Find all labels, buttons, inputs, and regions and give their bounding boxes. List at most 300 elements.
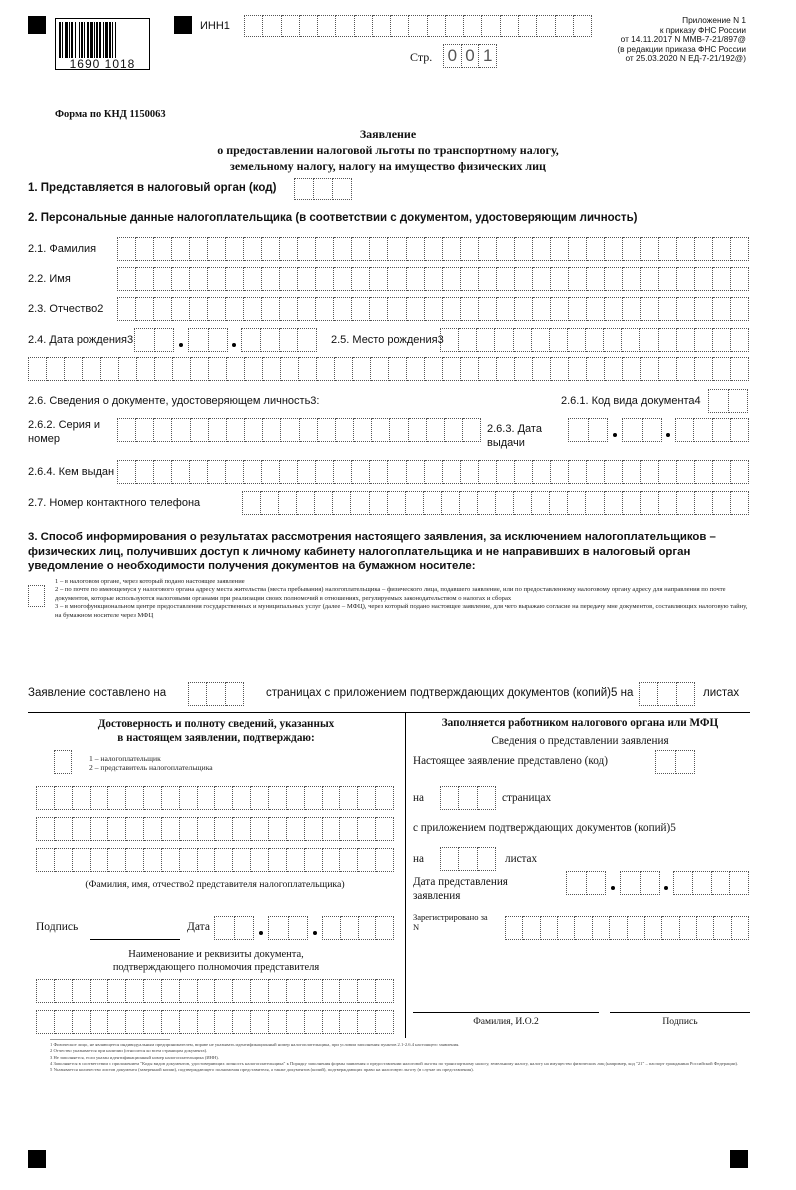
input-cell: [298, 460, 316, 484]
input-cell: [287, 979, 305, 1003]
document-title: [150, 126, 626, 174]
input-cell: [334, 267, 352, 291]
input-cell: [659, 491, 677, 515]
input-cell: [55, 979, 73, 1003]
input-cell: [358, 848, 376, 872]
input-cell: [568, 418, 589, 442]
input-cell: [680, 916, 697, 940]
barcode-bar: [105, 22, 108, 58]
input-cell: [464, 15, 482, 37]
input-cell: [341, 916, 359, 940]
birth-month-field[interactable]: [188, 328, 228, 352]
input-cell: [297, 491, 315, 515]
input-cell: [154, 237, 172, 261]
submitted-month-field[interactable]: [620, 871, 660, 895]
input-cell: [713, 237, 731, 261]
input-cell: [208, 267, 226, 291]
input-cell: [154, 297, 172, 321]
on-label-2: на: [413, 853, 424, 865]
input-cell: [659, 460, 677, 484]
barcode-bar: [115, 22, 116, 58]
input-cell: [391, 15, 409, 37]
pages-line-middle: страницах с приложением подтверждающих документов (копий)5 на: [266, 687, 634, 699]
series-number-field[interactable]: [117, 418, 481, 442]
input-cell: [388, 237, 406, 261]
input-cell: [268, 916, 289, 940]
input-cell: [407, 297, 425, 321]
authority-doc-caption: Наименование и реквизиты документа, подтверждающего полномочия представителя: [112, 949, 320, 973]
signer-type-options: [89, 754, 213, 772]
date-separator: [666, 433, 670, 437]
input-cell: [136, 418, 154, 442]
input-cell: [36, 817, 55, 841]
input-cell: [261, 491, 279, 515]
appendix-line: от 25.03.2020 N ЕД-7-21/192@): [625, 53, 746, 64]
input-cell: [180, 979, 198, 1003]
input-cell: [263, 15, 281, 37]
input-cell: [251, 848, 269, 872]
input-cell: [282, 15, 300, 37]
birth-day-field[interactable]: [134, 328, 174, 352]
input-cell: [673, 871, 693, 895]
input-cell: [532, 328, 550, 352]
representative-name-field-3[interactable]: [36, 848, 394, 872]
signer-option: 2 – представитель налогоплательщика: [89, 763, 213, 772]
footnote: 3 Не заполняется, если указан идентификационный номер налогоплательщика (ИНН).: [50, 1054, 219, 1060]
input-cell: [262, 267, 280, 291]
issue-month-field[interactable]: [622, 418, 662, 442]
input-cell: [479, 237, 497, 261]
title-line: Заявление: [359, 127, 417, 141]
input-cell: [126, 1010, 144, 1034]
input-cell: [262, 460, 280, 484]
input-cell: [533, 460, 551, 484]
pages-line-prefix: Заявление составлено на: [28, 687, 167, 699]
input-cell: [641, 357, 659, 381]
footnotes-divider: [50, 1039, 170, 1040]
input-cell: [406, 491, 424, 515]
input-cell: [713, 267, 731, 291]
input-cell: [714, 916, 731, 940]
staff-pages-field[interactable]: [440, 786, 496, 810]
barcode: [55, 18, 150, 70]
input-cell: [91, 817, 109, 841]
input-cell: [235, 916, 255, 940]
input-cell: [172, 418, 190, 442]
footnote: 5 Указывается количество листов документа (заверенной копии), подтверждающего полномочия представителя, а также документов (копий), подтверждающих право на налоговую льготу (в случае их представления).: [50, 1067, 474, 1073]
input-cell: [479, 297, 497, 321]
input-cell: [336, 15, 354, 37]
inform-method-checkbox[interactable]: [28, 585, 45, 607]
appendix-line: (в редакции приказа ФНС России: [617, 43, 746, 54]
doc-info-label: 2.6. Сведения о документе, удостоверяющем личность3:: [28, 395, 320, 407]
input-cell: [655, 750, 676, 774]
input-cell: [425, 237, 443, 261]
input-cell: [318, 418, 336, 442]
surname-label: 2.1. Фамилия: [28, 243, 97, 255]
input-cell: [427, 418, 445, 442]
submitted-code-field[interactable]: [655, 750, 695, 774]
input-cell: [209, 328, 229, 352]
issued-by-label: 2.6.4. Кем выдан: [28, 466, 115, 478]
input-cell: [352, 460, 370, 484]
input-cell: [340, 1010, 358, 1034]
page-digit: 0: [462, 44, 480, 68]
input-cell: [523, 916, 540, 940]
signature-line[interactable]: [90, 939, 180, 940]
input-cell: [662, 916, 679, 940]
input-cell: [73, 1010, 91, 1034]
input-cell: [251, 817, 269, 841]
signer-type-checkbox[interactable]: [54, 750, 72, 774]
input-cell: [108, 979, 126, 1003]
issued-by-field[interactable]: [117, 460, 749, 484]
input-cell: [495, 328, 513, 352]
input-cell: [191, 418, 209, 442]
input-cell: [532, 491, 550, 515]
input-cell: [729, 389, 749, 413]
input-cell: [461, 460, 479, 484]
authority-doc-field-1[interactable]: [36, 979, 394, 1003]
input-cell: [443, 357, 461, 381]
input-cell: [340, 786, 358, 810]
input-cell: [54, 750, 72, 774]
birth-place-label: 2.5. Место рождения3: [331, 334, 444, 346]
input-cell: [676, 750, 696, 774]
input-cell: [496, 491, 514, 515]
input-cell: [372, 418, 390, 442]
input-cell: [198, 786, 216, 810]
input-cell: [440, 786, 459, 810]
input-cell: [537, 15, 555, 37]
block-divider-vertical: [405, 712, 406, 1038]
input-cell: [226, 297, 244, 321]
input-cell: [407, 460, 425, 484]
input-cell: [173, 357, 191, 381]
input-cell: [461, 297, 479, 321]
input-cell: [280, 267, 298, 291]
input-cell: [305, 979, 323, 1003]
title-line: земельному налогу, налогу на имущество физических лиц: [230, 159, 546, 173]
input-cell: [370, 267, 388, 291]
input-cell: [322, 916, 341, 940]
input-cell: [605, 267, 623, 291]
input-cell: [708, 389, 729, 413]
input-cell: [263, 357, 281, 381]
representative-name-field-2[interactable]: [36, 817, 394, 841]
page-label: Стр.: [410, 50, 433, 64]
input-cell: [136, 460, 154, 484]
input-cell: [298, 267, 316, 291]
input-cell: [208, 237, 226, 261]
corner-marker-top-left: [28, 16, 46, 34]
sign-month-field[interactable]: [268, 916, 308, 940]
input-cell: [482, 15, 500, 37]
input-cell: [641, 491, 659, 515]
date-separator: [179, 343, 183, 347]
input-cell: [101, 357, 119, 381]
input-cell: [550, 491, 568, 515]
input-cell: [279, 491, 297, 515]
barcode-bar: [112, 22, 113, 58]
input-cell: [713, 491, 731, 515]
input-cell: [589, 418, 609, 442]
surname-field[interactable]: [117, 237, 749, 261]
input-cell: [551, 237, 569, 261]
input-cell: [515, 297, 533, 321]
input-cell: [316, 237, 334, 261]
barcode-bar: [59, 22, 61, 58]
sheets-count-field[interactable]: [639, 682, 695, 706]
input-cell: [214, 916, 235, 940]
input-cell: [244, 460, 262, 484]
input-cell: [359, 916, 377, 940]
input-cell: [251, 1010, 269, 1034]
input-cell: [479, 460, 497, 484]
input-cell: [695, 237, 713, 261]
input-cell: [461, 357, 479, 381]
input-cell: [317, 357, 335, 381]
input-cell: [28, 585, 45, 607]
input-cell: [323, 1010, 341, 1034]
input-cell: [198, 979, 216, 1003]
input-cell: [390, 418, 408, 442]
input-cell: [191, 357, 209, 381]
sign-day-field[interactable]: [214, 916, 254, 940]
sign-year-field[interactable]: [322, 916, 394, 940]
input-cell: [604, 328, 622, 352]
input-cell: [172, 237, 190, 261]
fio-line[interactable]: [413, 1012, 599, 1013]
input-cell: [305, 1010, 323, 1034]
input-cell: [586, 491, 604, 515]
input-cell: [280, 297, 298, 321]
input-cell: [244, 267, 262, 291]
input-cell: [569, 460, 587, 484]
input-cell: [73, 817, 91, 841]
date-submitted-label: Дата представления заявления: [413, 876, 508, 902]
input-cell: [620, 871, 641, 895]
input-cell: [73, 786, 91, 810]
input-cell: [677, 237, 695, 261]
submitted-year-field[interactable]: [673, 871, 749, 895]
registered-label: Зарегистрировано за N: [413, 912, 488, 932]
input-cell: [623, 237, 641, 261]
input-cell: [180, 848, 198, 872]
staff-subheading: Сведения о представлении заявления: [491, 735, 669, 747]
birth-place-field[interactable]: [440, 328, 749, 352]
barcode-bar: [62, 22, 63, 58]
pages-count-field[interactable]: [188, 682, 244, 706]
staff-signature-line[interactable]: [610, 1012, 750, 1013]
input-cell: [334, 237, 352, 261]
input-cell: [497, 237, 515, 261]
input-cell: [460, 491, 478, 515]
input-cell: [409, 418, 427, 442]
input-cell: [443, 267, 461, 291]
input-cell: [730, 871, 749, 895]
input-cell: [566, 871, 587, 895]
input-cell: [162, 848, 180, 872]
input-cell: [478, 847, 496, 871]
inform-option: 1 – в налоговом органе, через который подано настоящее заявление: [55, 578, 245, 585]
input-cell: [335, 357, 353, 381]
input-cell: [269, 848, 287, 872]
input-cell: [515, 460, 533, 484]
input-cell: [269, 1010, 287, 1034]
input-cell: [623, 460, 641, 484]
input-cell: [352, 267, 370, 291]
input-cell: [622, 328, 640, 352]
input-cell: [244, 237, 262, 261]
input-cell: [353, 357, 371, 381]
issue-day-field[interactable]: [568, 418, 608, 442]
input-cell: [208, 297, 226, 321]
input-cell: [407, 357, 425, 381]
input-cell: [574, 15, 592, 37]
input-cell: [623, 357, 641, 381]
input-cell: [388, 267, 406, 291]
input-cell: [533, 297, 551, 321]
input-cell: [479, 357, 497, 381]
input-cell: [198, 1010, 216, 1034]
authority-doc-field-2[interactable]: [36, 1010, 394, 1034]
block-divider-horizontal: [28, 712, 750, 713]
input-cell: [305, 817, 323, 841]
phone-label: 2.7. Номер контактного телефона: [28, 497, 201, 509]
patronymic-field[interactable]: [117, 297, 749, 321]
issue-year-field[interactable]: [675, 418, 749, 442]
input-cell: [713, 328, 731, 352]
input-cell: [425, 460, 443, 484]
staff-heading: Заполняется работником налогового органа или МФЦ: [441, 717, 719, 729]
input-cell: [242, 491, 261, 515]
input-cell: [316, 460, 334, 484]
registration-number-field[interactable]: [505, 916, 749, 940]
input-cell: [269, 786, 287, 810]
input-cell: [226, 460, 244, 484]
input-cell: [519, 15, 537, 37]
input-cell: [190, 460, 208, 484]
input-cell: [478, 786, 496, 810]
input-cell: [587, 267, 605, 291]
input-cell: [376, 1010, 394, 1034]
staff-sheets-field[interactable]: [440, 847, 496, 871]
input-cell: [233, 817, 251, 841]
input-cell: [425, 357, 443, 381]
input-cell: [376, 916, 394, 940]
input-cell: [370, 460, 388, 484]
input-cell: [318, 15, 336, 37]
input-cell: [501, 15, 519, 37]
input-cell: [659, 328, 677, 352]
input-cell: [677, 460, 695, 484]
input-cell: [587, 237, 605, 261]
input-cell: [172, 297, 190, 321]
input-cell: [351, 491, 369, 515]
input-cell: [126, 848, 144, 872]
input-cell: [144, 786, 162, 810]
title-line: о предоставлении налоговой льготы по транспортному налогу,: [217, 143, 559, 157]
input-cell: [645, 916, 662, 940]
input-cell: [623, 297, 641, 321]
input-cell: [693, 871, 712, 895]
input-cell: [568, 328, 586, 352]
birth-place-field-2[interactable]: [28, 357, 749, 381]
barcode-bars: [56, 22, 149, 58]
input-cell: [497, 357, 515, 381]
input-cell: [713, 418, 731, 442]
barcode-bar: [75, 22, 76, 58]
input-cell: [289, 916, 309, 940]
input-cell: [352, 237, 370, 261]
input-cell: [336, 418, 354, 442]
form-code: Форма по КНД 1150063: [55, 109, 166, 120]
input-cell: [91, 979, 109, 1003]
input-cell: [605, 357, 623, 381]
input-cell: [477, 328, 495, 352]
input-cell: [587, 297, 605, 321]
submitted-day-field[interactable]: [566, 871, 606, 895]
footnote: 2 Отчество указывается при наличии (относится ко всем страницам документа).: [50, 1048, 208, 1054]
input-cell: [605, 237, 623, 261]
input-cell: [569, 237, 587, 261]
input-cell: [659, 357, 677, 381]
doc-type-code-field[interactable]: [708, 389, 748, 413]
input-cell: [551, 460, 569, 484]
page-number: [443, 44, 497, 68]
input-cell: [305, 786, 323, 810]
input-cell: [226, 682, 244, 706]
input-cell: [126, 786, 144, 810]
pages-label: страницах: [502, 792, 552, 804]
input-cell: [299, 357, 317, 381]
page-digit: 0: [443, 44, 462, 68]
input-cell: [154, 460, 172, 484]
input-cell: [333, 178, 352, 200]
tax-office-code-field[interactable]: [294, 178, 352, 200]
input-cell: [731, 237, 749, 261]
phone-field[interactable]: [242, 491, 749, 515]
appendix-line: к приказу ФНС России: [659, 24, 746, 35]
input-cell: [713, 460, 731, 484]
input-cell: [388, 460, 406, 484]
input-cell: [659, 237, 677, 261]
name-field[interactable]: [117, 267, 749, 291]
input-cell: [514, 491, 532, 515]
series-number-label: 2.6.2. Серия и номер: [28, 419, 101, 445]
input-cell: [323, 848, 341, 872]
input-cell: [568, 491, 586, 515]
appendix-line: от 14.11.2017 N ММВ-7-21/897@: [620, 34, 746, 45]
inn-field[interactable]: [244, 15, 592, 37]
input-cell: [144, 979, 162, 1003]
input-cell: [586, 328, 604, 352]
input-cell: [65, 357, 83, 381]
input-cell: [424, 491, 442, 515]
representative-name-field-1[interactable]: [36, 786, 394, 810]
birth-year-field[interactable]: [241, 328, 317, 352]
input-cell: [162, 1010, 180, 1034]
input-cell: [340, 817, 358, 841]
input-cell: [300, 15, 318, 37]
input-cell: [695, 267, 713, 291]
input-cell: [314, 178, 333, 200]
input-cell: [443, 460, 461, 484]
appendix-line: Приложение N 1: [682, 15, 746, 25]
input-cell: [281, 418, 299, 442]
input-cell: [209, 357, 227, 381]
